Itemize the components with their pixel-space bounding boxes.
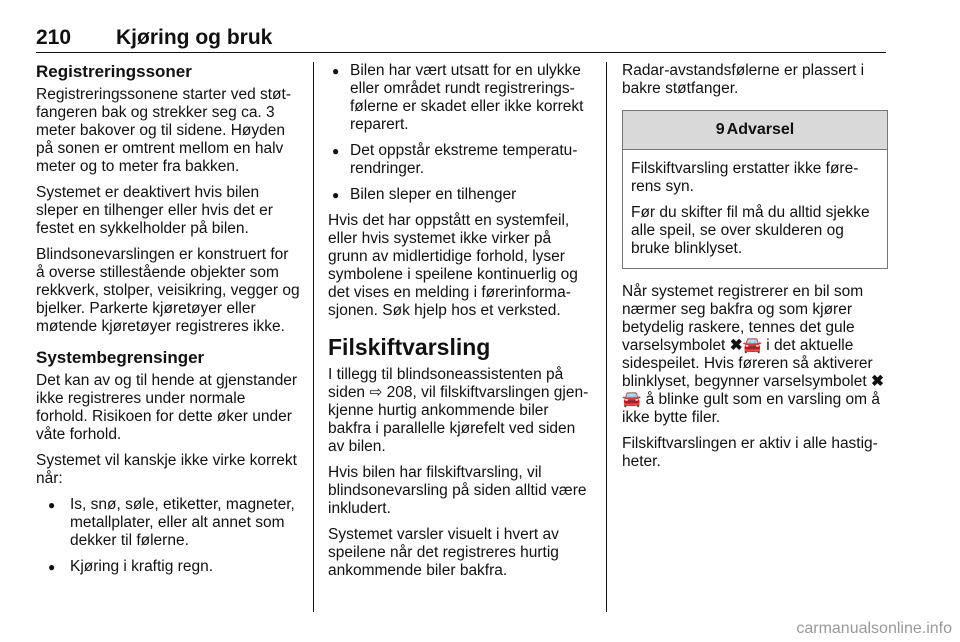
paragraph: Det kan av og til hende at gjenstander ikke registreres under normale forhold. Risikoen for dette øker under våte forhold. [36,372,298,443]
list-item: ● Kjøring i kraftig regn. [36,558,300,576]
list-item: ● Bilen har vært utsatt for en ulykke eller området rundt registrerings-følerne er skadet eller ikke korrekt reparert. [328,62,594,134]
warning-box [622,110,888,269]
column-divider-1 [313,62,314,612]
warning-text: Filskiftvarsling erstatter ikke føre-rens syn. [631,160,859,195]
warning-icon: 9 [715,121,725,138]
paragraph [622,283,888,427]
column-2 [328,62,594,588]
bullet-list [328,62,594,204]
list-item: ● Is, snø, søle, etiketter, magneter, metallplater, eller alt annet som dekker til følerne. [36,496,300,550]
heading-systembegrensinger: Systembegrensinger [36,348,205,367]
bullet-list [36,496,300,576]
warning-text: Før du skifter fil må du alltid sjekke alle speil, se over skulderen og bruke blinklyset. [631,204,870,257]
paragraph: Systemet vil kanskje ikke virke korrekt når: [36,452,297,487]
chapter-title: Kjøring og bruk [116,26,273,49]
list-item: ● Det oppstår ekstreme temperatu-rendringer. [328,142,594,178]
paragraph: Blindsonevarslingen er konstruert for å overse stillestående objekter som rekkverk, stolper, veisikring, vegger og bjelker. Parkerte kjøretøyer eller møtende kjøretøyer registreres ikke. [36,246,300,335]
paragraph: I tillegg til blindsoneassistenten på siden ⇨ 208, vil filskiftvarslingen gjen-kjenne hurtig ankommende biler bakfra i parallelle kjørefelt ved siden av bilen. [328,366,589,455]
paragraph: Systemet er deaktivert hvis bilen sleper en tilhenger eller hvis det er festet en sykkelholder på bilen. [36,184,273,237]
lane-change-warning-icon: ✖🚘 [729,337,762,354]
paragraph-text: å blinke gult som en varsling om å ikke bytte filer. [622,391,880,426]
column-1 [36,62,300,584]
column-3 [622,62,888,479]
column-divider-2 [606,62,607,612]
paragraph: Systemet varsler visuelt i hvert av speilene når det registreres hurtig ankommende biler bakfra. [328,526,559,579]
paragraph: Radar-avstandsfølerne er plassert i bakre støtfanger. [622,62,865,97]
lane-change-warning-icon: ✖🚘 [622,373,884,408]
page-header [36,18,886,54]
paragraph-text: i det aktuelle sidespeilet. Hvis føreren så aktiverer blinklyset, begynner varselsymbolet [622,337,873,390]
paragraph-text: Når systemet registrerer en bil som nærmer seg bakfra og som kjører betydelig raskere, tennes det gule varselsymbolet [622,283,864,354]
paragraph: Registreringssonene starter ved støt-fangeren bak og strekker seg ca. 3 meter bakover og til sidene. Høyden på sonen er omtrent mellom en halv meter og to meter fra bakken. [36,86,291,175]
page-number: 210 [36,26,72,49]
paragraph: Hvis bilen har filskiftvarsling, vil blindsonevarsling på siden alltid være inkludert. [328,464,587,517]
paragraph: Hvis det har oppstått en systemfeil, eller hvis systemet ikke virker på grunn av midlertidige forhold, lyser symbolene i speilene kontinuerlig og det vises en melding i førerinforma-sjonen. Søk hjelp hos et verksted. [328,212,578,319]
heading-filskiftvarsling: Filskiftvarsling [328,334,491,360]
warning-header [623,111,887,150]
warning-body [623,150,887,268]
list-item: ● Bilen sleper en tilhenger [328,186,594,204]
paragraph: Filskiftvarslingen er aktiv i alle hastig-heter. [622,435,878,470]
heading-registreringssoner: Registreringssoner [36,62,192,81]
warning-title: Advarsel [726,121,795,138]
header-rule [36,52,886,53]
watermark: carmanualsonline.info [796,620,952,637]
